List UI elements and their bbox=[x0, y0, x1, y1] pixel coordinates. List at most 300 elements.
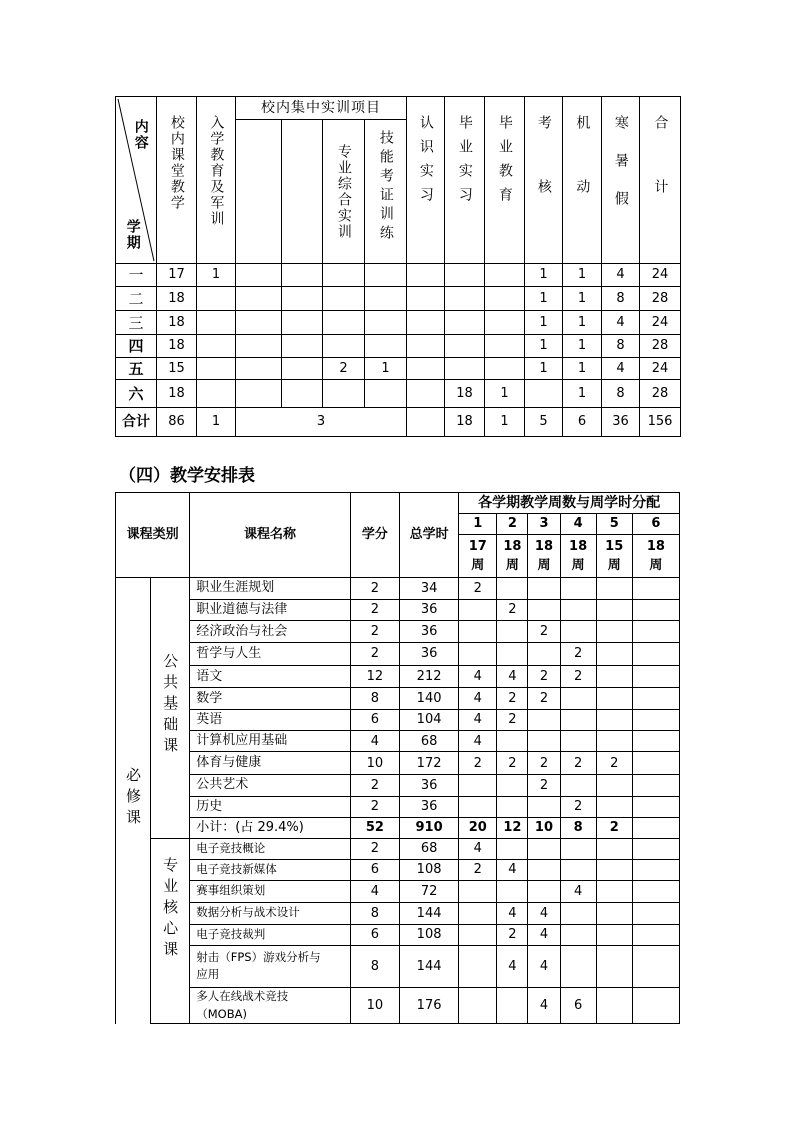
header-group-training: 校内集中实训项目 bbox=[236, 97, 407, 120]
weekly-hours bbox=[632, 859, 679, 880]
cell bbox=[197, 311, 236, 335]
table-row-total bbox=[116, 408, 681, 437]
category-required-label: 必修课 bbox=[124, 767, 143, 831]
weekly-hours bbox=[596, 987, 632, 1024]
weekly-hours bbox=[596, 945, 632, 987]
weekly-hours bbox=[632, 924, 679, 945]
weekly-hours: 2 bbox=[560, 796, 596, 817]
credit: 2 bbox=[350, 578, 399, 600]
cell bbox=[407, 335, 445, 358]
weekly-hours bbox=[632, 945, 679, 987]
cell bbox=[323, 311, 365, 335]
credit: 2 bbox=[350, 775, 399, 796]
course-name: 哲学与人生 bbox=[190, 643, 351, 666]
weekly-hours: 2 bbox=[528, 752, 560, 775]
weekly-hours bbox=[459, 600, 497, 621]
subcategory-public-label: 公共基础课 bbox=[161, 653, 180, 759]
credit: 8 bbox=[350, 945, 399, 987]
total-hours: 212 bbox=[399, 666, 458, 688]
cell: 1 bbox=[525, 335, 563, 358]
weekly-hours bbox=[596, 775, 632, 796]
weekly-hours: 4 bbox=[497, 902, 528, 924]
table-row bbox=[116, 287, 681, 311]
cell bbox=[236, 287, 282, 311]
weekly-hours: 6 bbox=[560, 987, 596, 1024]
cell: 1 bbox=[197, 264, 236, 287]
weekly-hours bbox=[596, 666, 632, 688]
table-row bbox=[116, 380, 681, 408]
cell bbox=[445, 311, 485, 335]
weekly-hours bbox=[497, 621, 528, 643]
cell bbox=[485, 358, 525, 380]
cell: 4 bbox=[602, 264, 640, 287]
course-name: 赛事组织策划 bbox=[190, 880, 351, 902]
cell: 24 bbox=[640, 311, 681, 335]
cell bbox=[445, 358, 485, 380]
section-title: （四）教学安排表 bbox=[119, 466, 255, 486]
header-grad-intern: 毕业实习 bbox=[445, 97, 485, 264]
course-name: 电子竞技新媒体 bbox=[190, 859, 351, 880]
weekly-hours: 4 bbox=[459, 731, 497, 752]
cell: 1 bbox=[525, 358, 563, 380]
table-row bbox=[116, 987, 680, 1024]
table-row bbox=[116, 752, 680, 775]
weekly-hours: 4 bbox=[528, 987, 560, 1024]
weekly-hours bbox=[596, 796, 632, 817]
credit: 12 bbox=[350, 666, 399, 688]
credit: 4 bbox=[350, 880, 399, 902]
term-number: 6 bbox=[632, 514, 679, 535]
weekly-hours: 2 bbox=[497, 752, 528, 775]
total-hours: 910 bbox=[399, 817, 458, 838]
cell bbox=[445, 335, 485, 358]
weekly-hours bbox=[560, 578, 596, 600]
weekly-hours: 2 bbox=[596, 817, 632, 838]
header-pro-training: 专业综合实训 bbox=[323, 120, 365, 264]
total-hours: 144 bbox=[399, 945, 458, 987]
table-row bbox=[116, 859, 680, 880]
term-label: 二 bbox=[116, 287, 157, 311]
credit: 6 bbox=[350, 710, 399, 731]
term-number: 5 bbox=[596, 514, 632, 535]
cell: 24 bbox=[640, 264, 681, 287]
diag-top-label: 内容 bbox=[132, 119, 149, 151]
weekly-hours: 4 bbox=[560, 880, 596, 902]
term-number: 2 bbox=[497, 514, 528, 535]
weekly-hours: 2 bbox=[560, 643, 596, 666]
cell bbox=[282, 311, 323, 335]
cell bbox=[197, 380, 236, 408]
term-label: 六 bbox=[116, 380, 157, 408]
weekly-hours bbox=[459, 643, 497, 666]
table-row bbox=[116, 311, 681, 335]
table-row bbox=[116, 796, 680, 817]
credit: 6 bbox=[350, 859, 399, 880]
term-label: 一 bbox=[116, 264, 157, 287]
cell bbox=[197, 358, 236, 380]
weekly-hours: 4 bbox=[459, 710, 497, 731]
cell: 4 bbox=[602, 311, 640, 335]
total-hours: 36 bbox=[399, 796, 458, 817]
header-cognitive: 认识实习 bbox=[407, 97, 445, 264]
weekly-hours bbox=[596, 859, 632, 880]
header-distribution: 各学期教学周数与周学时分配 bbox=[459, 493, 680, 514]
cell bbox=[282, 287, 323, 311]
total-hours: 104 bbox=[399, 710, 458, 731]
cell: 1 bbox=[485, 408, 525, 437]
weekly-hours bbox=[459, 621, 497, 643]
table-row bbox=[116, 731, 680, 752]
term-number: 3 bbox=[528, 514, 560, 535]
cell bbox=[323, 264, 365, 287]
weekly-hours bbox=[632, 987, 679, 1024]
weekly-hours bbox=[596, 688, 632, 710]
weekly-hours bbox=[596, 621, 632, 643]
weekly-hours bbox=[528, 796, 560, 817]
header-empty-1 bbox=[236, 120, 282, 264]
total-hours: 68 bbox=[399, 731, 458, 752]
term-number: 4 bbox=[560, 514, 596, 535]
course-name: 射击（FPS）游戏分析与应用 bbox=[190, 945, 351, 987]
weekly-hours: 2 bbox=[497, 710, 528, 731]
cell bbox=[236, 380, 282, 408]
total-hours: 36 bbox=[399, 775, 458, 796]
weekly-hours bbox=[459, 945, 497, 987]
cell: 1 bbox=[485, 380, 525, 408]
cell bbox=[407, 264, 445, 287]
weekly-hours: 4 bbox=[459, 688, 497, 710]
weekly-hours: 2 bbox=[528, 775, 560, 796]
weekly-hours bbox=[528, 731, 560, 752]
cell bbox=[236, 358, 282, 380]
credit: 2 bbox=[350, 621, 399, 643]
weekly-hours bbox=[596, 710, 632, 731]
weekly-hours bbox=[632, 902, 679, 924]
total-hours: 144 bbox=[399, 902, 458, 924]
weekly-hours bbox=[497, 578, 528, 600]
header-mobile: 机动 bbox=[563, 97, 602, 264]
header-enroll: 入学教育及军训 bbox=[197, 97, 236, 264]
course-name: 语文 bbox=[190, 666, 351, 688]
cell: 18 bbox=[157, 287, 197, 311]
weekly-hours bbox=[560, 924, 596, 945]
table-row bbox=[116, 924, 680, 945]
weekly-hours bbox=[560, 731, 596, 752]
cell: 28 bbox=[640, 287, 681, 311]
cell: 8 bbox=[602, 335, 640, 358]
table-row bbox=[116, 710, 680, 731]
weekly-hours bbox=[497, 775, 528, 796]
cell bbox=[365, 264, 407, 287]
header-vacation: 寒暑假 bbox=[602, 97, 640, 264]
cell bbox=[485, 287, 525, 311]
credit: 2 bbox=[350, 796, 399, 817]
total-hours: 108 bbox=[399, 924, 458, 945]
weekly-hours bbox=[560, 775, 596, 796]
cell bbox=[197, 335, 236, 358]
cell bbox=[445, 287, 485, 311]
weekly-hours bbox=[632, 621, 679, 643]
weekly-hours: 12 bbox=[497, 817, 528, 838]
table-row bbox=[116, 600, 680, 621]
weekly-hours bbox=[596, 902, 632, 924]
weekly-hours bbox=[596, 924, 632, 945]
cell: 1 bbox=[563, 287, 602, 311]
course-name: 英语 bbox=[190, 710, 351, 731]
total-hours: 36 bbox=[399, 621, 458, 643]
weekly-hours bbox=[560, 838, 596, 859]
weekly-hours bbox=[596, 643, 632, 666]
credit: 8 bbox=[350, 688, 399, 710]
weekly-hours bbox=[560, 902, 596, 924]
weekly-hours: 2 bbox=[596, 752, 632, 775]
term-number: 1 bbox=[459, 514, 497, 535]
cell: 3 bbox=[236, 408, 407, 437]
cell: 8 bbox=[602, 287, 640, 311]
weekly-hours bbox=[632, 752, 679, 775]
cell: 1 bbox=[563, 311, 602, 335]
cell: 1 bbox=[525, 311, 563, 335]
table-row bbox=[116, 775, 680, 796]
weekly-hours bbox=[632, 817, 679, 838]
header-exam: 考核 bbox=[525, 97, 563, 264]
weekly-hours bbox=[596, 838, 632, 859]
cell: 28 bbox=[640, 335, 681, 358]
course-name: 经济政治与社会 bbox=[190, 621, 351, 643]
weekly-hours bbox=[560, 859, 596, 880]
course-name: 数学 bbox=[190, 688, 351, 710]
term-label: 五 bbox=[116, 358, 157, 380]
table-row bbox=[116, 621, 680, 643]
credit: 4 bbox=[350, 731, 399, 752]
total-hours: 108 bbox=[399, 859, 458, 880]
cell: 8 bbox=[602, 380, 640, 408]
teaching-schedule-table bbox=[115, 492, 680, 1024]
term-weeks: 18 周 bbox=[560, 535, 596, 578]
term-weeks: 18 周 bbox=[497, 535, 528, 578]
cell bbox=[525, 380, 563, 408]
term-weeks: 15 周 bbox=[596, 535, 632, 578]
total-hours: 36 bbox=[399, 600, 458, 621]
header-skill-cert: 技能考证训练 bbox=[365, 120, 407, 264]
cell: 1 bbox=[525, 287, 563, 311]
cell bbox=[365, 335, 407, 358]
weekly-hours: 2 bbox=[560, 666, 596, 688]
cell: 18 bbox=[157, 335, 197, 358]
table-row bbox=[116, 945, 680, 987]
cell bbox=[485, 311, 525, 335]
header-total: 合计 bbox=[640, 97, 681, 264]
cell: 1 bbox=[563, 335, 602, 358]
cell bbox=[407, 287, 445, 311]
weekly-hours: 20 bbox=[459, 817, 497, 838]
total-hours: 176 bbox=[399, 987, 458, 1024]
weekly-hours bbox=[632, 688, 679, 710]
credit: 10 bbox=[350, 752, 399, 775]
table-row bbox=[116, 335, 681, 358]
weekly-hours bbox=[459, 987, 497, 1024]
cell: 1 bbox=[563, 358, 602, 380]
cell: 2 bbox=[323, 358, 365, 380]
credit: 6 bbox=[350, 924, 399, 945]
table-row bbox=[116, 817, 680, 838]
weekly-hours: 2 bbox=[497, 600, 528, 621]
table-row bbox=[116, 264, 681, 287]
weekly-hours bbox=[560, 600, 596, 621]
weekly-hours bbox=[528, 859, 560, 880]
weekly-hours bbox=[596, 600, 632, 621]
cell bbox=[236, 335, 282, 358]
weekly-hours bbox=[632, 600, 679, 621]
header-campus-class: 校内课堂教学 bbox=[157, 97, 197, 264]
term-label: 三 bbox=[116, 311, 157, 335]
cell: 36 bbox=[602, 408, 640, 437]
course-name: 公共艺术 bbox=[190, 775, 351, 796]
weekly-hours bbox=[497, 731, 528, 752]
cell: 156 bbox=[640, 408, 681, 437]
weekly-hours bbox=[497, 880, 528, 902]
weekly-hours: 2 bbox=[497, 688, 528, 710]
weekly-hours bbox=[459, 796, 497, 817]
cell: 18 bbox=[445, 380, 485, 408]
weekly-hours: 4 bbox=[497, 859, 528, 880]
weekly-hours: 2 bbox=[459, 752, 497, 775]
course-name: 数据分析与战术设计 bbox=[190, 902, 351, 924]
weekly-hours: 2 bbox=[497, 924, 528, 945]
weekly-hours bbox=[497, 838, 528, 859]
weekly-hours bbox=[528, 578, 560, 600]
table-row bbox=[116, 880, 680, 902]
course-name: 职业道德与法律 bbox=[190, 600, 351, 621]
weekly-hours: 2 bbox=[459, 859, 497, 880]
weekly-hours bbox=[632, 666, 679, 688]
cell bbox=[236, 311, 282, 335]
table-row bbox=[116, 358, 681, 380]
weekly-hours bbox=[632, 710, 679, 731]
table-row bbox=[116, 838, 680, 859]
credit: 10 bbox=[350, 987, 399, 1024]
weekly-hours bbox=[560, 621, 596, 643]
weekly-hours: 10 bbox=[528, 817, 560, 838]
diagonal-header-cell bbox=[116, 97, 157, 264]
total-hours: 140 bbox=[399, 688, 458, 710]
cell bbox=[407, 311, 445, 335]
weekly-hours: 8 bbox=[560, 817, 596, 838]
total-hours: 68 bbox=[399, 838, 458, 859]
total-hours: 34 bbox=[399, 578, 458, 600]
weekly-hours bbox=[497, 796, 528, 817]
term-label: 四 bbox=[116, 335, 157, 358]
credit: 2 bbox=[350, 643, 399, 666]
cell: 28 bbox=[640, 380, 681, 408]
weekly-hours bbox=[528, 710, 560, 731]
weekly-hours bbox=[459, 880, 497, 902]
weekly-hours bbox=[596, 731, 632, 752]
cell: 1 bbox=[563, 380, 602, 408]
course-name: 电子竞技裁判 bbox=[190, 924, 351, 945]
term-weeks: 18 周 bbox=[632, 535, 679, 578]
cell bbox=[445, 264, 485, 287]
header-grad-edu: 毕业教育 bbox=[485, 97, 525, 264]
cell bbox=[365, 380, 407, 408]
weekly-hours: 4 bbox=[528, 924, 560, 945]
weekly-hours bbox=[632, 796, 679, 817]
cell: 1 bbox=[563, 264, 602, 287]
weekly-hours bbox=[632, 880, 679, 902]
weekly-hours bbox=[528, 880, 560, 902]
weekly-hours: 2 bbox=[560, 752, 596, 775]
cell: 15 bbox=[157, 358, 197, 380]
cell bbox=[282, 335, 323, 358]
semester-weeks-table bbox=[115, 96, 681, 437]
weekly-hours: 2 bbox=[528, 688, 560, 710]
cell bbox=[197, 287, 236, 311]
total-hours: 72 bbox=[399, 880, 458, 902]
weekly-hours: 4 bbox=[459, 838, 497, 859]
header-empty-2 bbox=[282, 120, 323, 264]
cell bbox=[282, 380, 323, 408]
table-row bbox=[116, 666, 680, 688]
weekly-hours bbox=[560, 688, 596, 710]
course-name: 电子竞技概论 bbox=[190, 838, 351, 859]
header-credit: 学分 bbox=[350, 493, 399, 578]
weekly-hours: 4 bbox=[528, 902, 560, 924]
weekly-hours: 2 bbox=[528, 666, 560, 688]
credit: 2 bbox=[350, 838, 399, 859]
weekly-hours bbox=[459, 775, 497, 796]
weekly-hours bbox=[528, 838, 560, 859]
table-row bbox=[116, 578, 680, 600]
cell: 4 bbox=[602, 358, 640, 380]
cell bbox=[407, 408, 445, 437]
weekly-hours bbox=[560, 945, 596, 987]
cell: 24 bbox=[640, 358, 681, 380]
weekly-hours: 4 bbox=[497, 666, 528, 688]
cell bbox=[323, 380, 365, 408]
category-required bbox=[116, 578, 151, 1024]
course-body bbox=[116, 578, 680, 1024]
course-name: 历史 bbox=[190, 796, 351, 817]
course-name: 职业生涯规划 bbox=[190, 578, 351, 600]
weekly-hours bbox=[632, 731, 679, 752]
weekly-hours bbox=[497, 987, 528, 1024]
weekly-hours bbox=[497, 643, 528, 666]
cell: 18 bbox=[157, 380, 197, 408]
cell: 18 bbox=[157, 311, 197, 335]
weekly-hours bbox=[459, 924, 497, 945]
weekly-hours: 4 bbox=[497, 945, 528, 987]
cell bbox=[323, 335, 365, 358]
cell: 18 bbox=[445, 408, 485, 437]
subcategory-public bbox=[151, 578, 190, 839]
cell bbox=[282, 264, 323, 287]
cell bbox=[407, 380, 445, 408]
diag-bottom-label: 学期 bbox=[124, 219, 141, 251]
total-label: 合计 bbox=[116, 408, 157, 437]
cell bbox=[485, 335, 525, 358]
weekly-hours bbox=[632, 643, 679, 666]
subcategory-core-label: 专业核心课 bbox=[161, 856, 180, 962]
course-name: 计算机应用基础 bbox=[190, 731, 351, 752]
table-row bbox=[116, 902, 680, 924]
table-row bbox=[116, 643, 680, 666]
total-hours: 36 bbox=[399, 643, 458, 666]
course-name: 多人在线战术竞技（MOBA) bbox=[190, 987, 351, 1024]
cell: 1 bbox=[525, 264, 563, 287]
header-category: 课程类别 bbox=[116, 493, 190, 578]
weekly-hours: 4 bbox=[459, 666, 497, 688]
weekly-hours bbox=[632, 578, 679, 600]
